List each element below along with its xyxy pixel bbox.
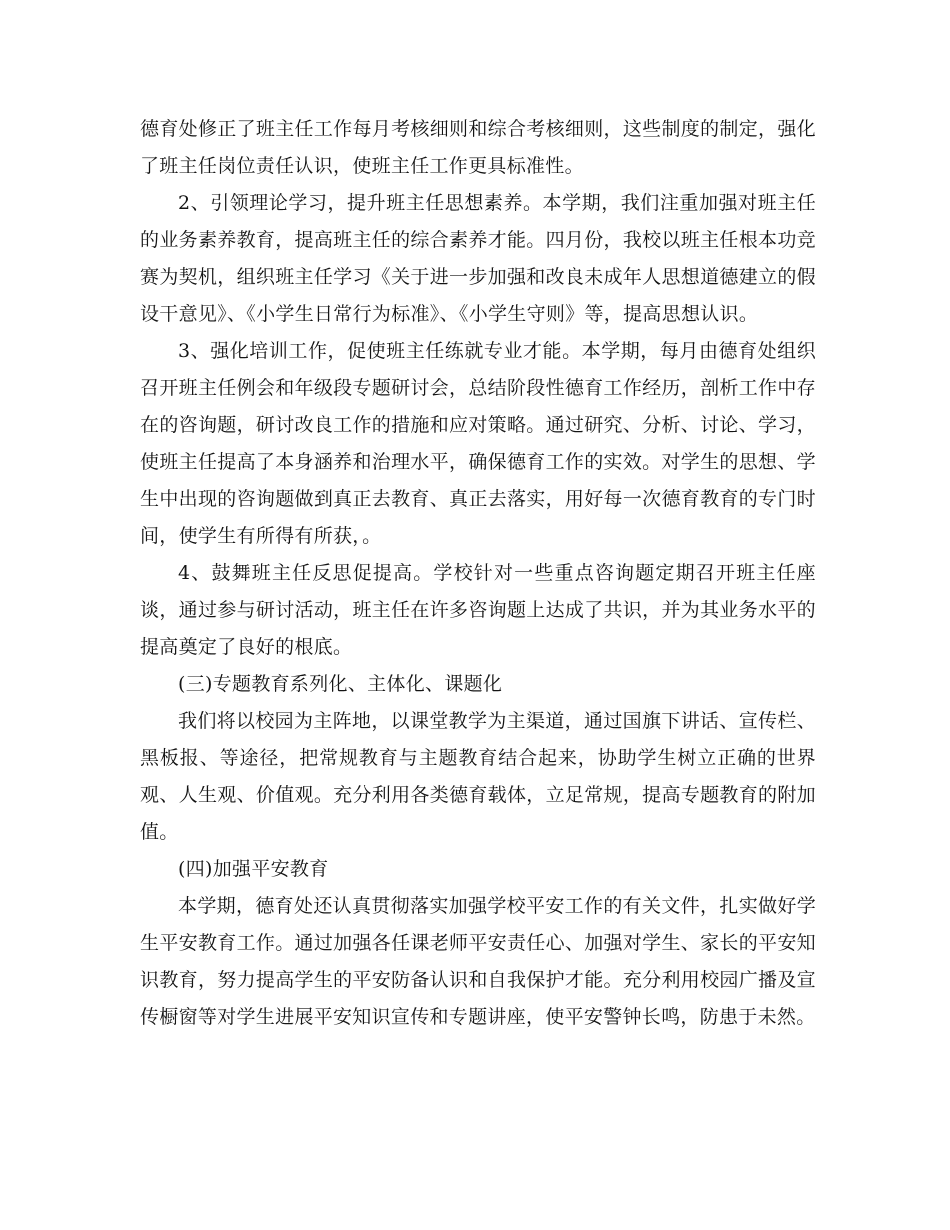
paragraph-6: 本学期，德育处还认真贯彻落实加强学校平安工作的有关文件，扎实做好学生平安教育工作。通过加强各任课老师平安责任心、加强对学生、家长的平安知识教育，努力提高学生的平安防备认识和自我保护才能。充分利用校园广播及宣传橱窗等对学生进展平安知识宣传和专题讲座，使平安警钟长鸣，防患于未然。: [140, 895, 816, 1028]
section-heading-4: (四)加强平安教育: [178, 858, 329, 880]
paragraph-2: 2、引领理论学习，提升班主任思想素养。本学期，我们注重加强对班主任的业务素养教育，提高班主任的综合素养才能。四月份，我校以班主任根本功竞赛为契机，组织班主任学习《关于进一步加强和改良未成年人思想道德建立的假设干意见》、《小学生日常行为标准》、《小学生守则》等，提高思想认识。: [140, 192, 816, 325]
paragraph-1: 德育处修正了班主任工作每月考核细则和综合考核细则，这些制度的制定，强化了班主任岗位责任认识，使班主任工作更具标准性。: [140, 118, 816, 177]
paragraph-5: 我们将以校园为主阵地，以课堂教学为主渠道，通过国旗下讲话、宣传栏、黑板报、等途径，把常规教育与主题教育结合起来，协助学生树立正确的世界观、人生观、价值观。充分利用各类德育载体，立足常规，提高专题教育的附加值。: [140, 710, 816, 843]
document-body: [140, 111, 816, 1036]
paragraph-4: 4、鼓舞班主任反思促提高。学校针对一些重点咨询题定期召开班主任座谈，通过参与研讨活动，班主任在许多咨询题上达成了共识，并为其业务水平的提高奠定了良好的根底。: [140, 562, 816, 658]
section-heading-3: (三)专题教育系列化、主体化、课题化: [178, 673, 503, 695]
paragraph-3: 3、强化培训工作，促使班主任练就专业才能。本学期，每月由德育处组织召开班主任例会和年级段专题研讨会，总结阶段性德育工作经历，剖析工作中存在的咨询题，研讨改良工作的措施和应对策略。通过研究、分析、讨论、学习，使班主任提高了本身涵养和治理水平，确保德育工作的实效。对学生的思想、学生中出现的咨询题做到真正去教育、真正去落实，用好每一次德育教育的专门时间，使学生有所得有所获，。: [140, 340, 816, 547]
